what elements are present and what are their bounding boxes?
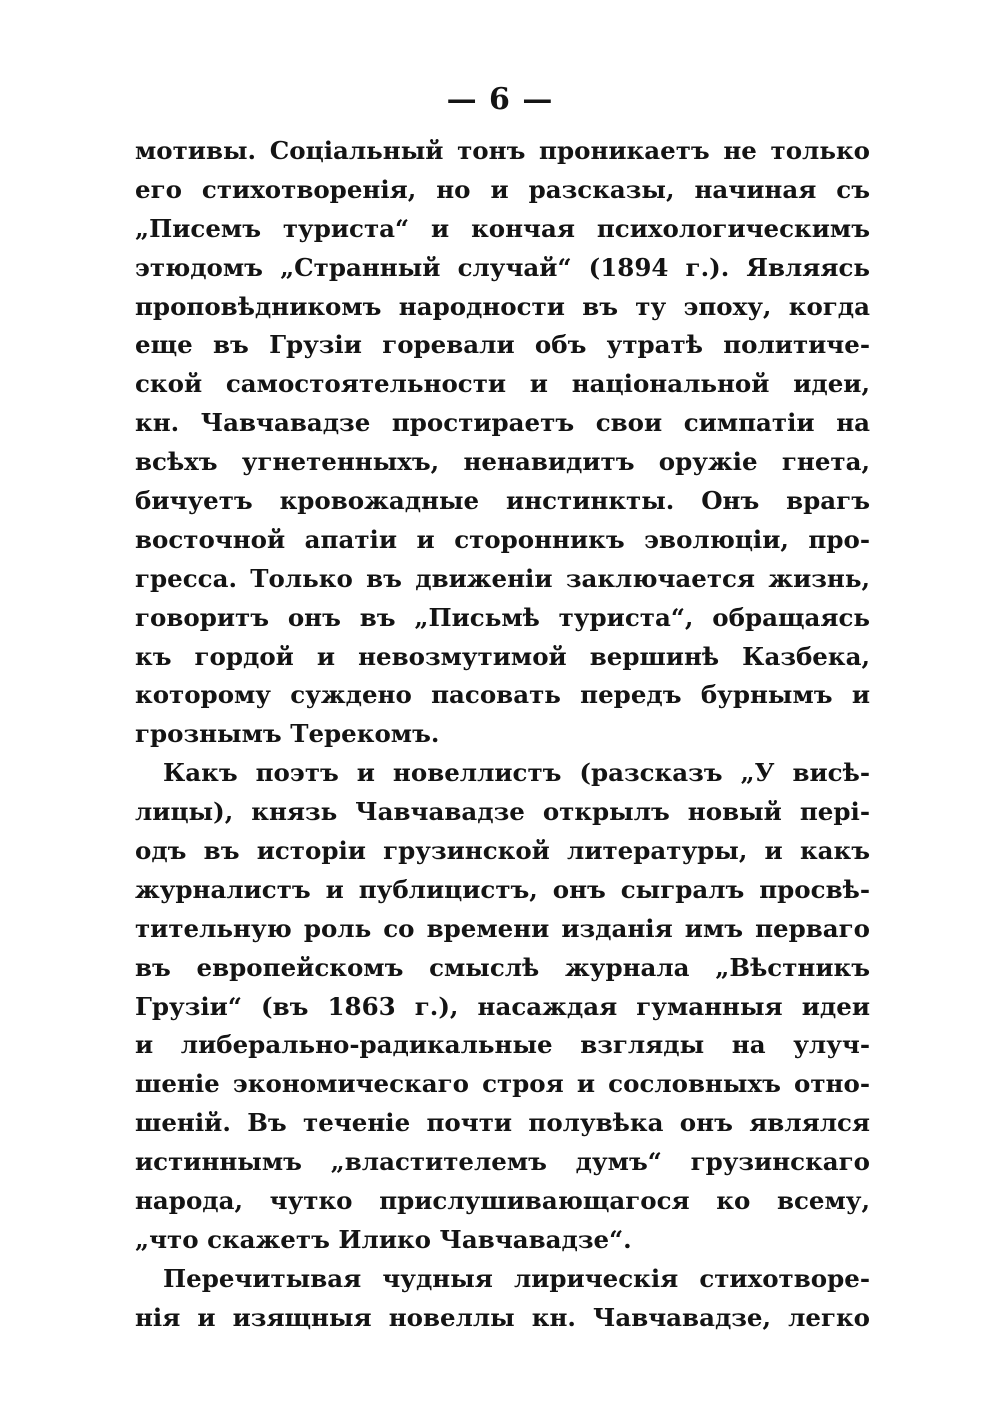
text-line: одъ въ исторіи грузинской литературы, и какъ: [135, 836, 870, 866]
text-line: истиннымъ „властителемъ думъ“ грузинскаго: [135, 1147, 870, 1177]
text-line: въ европейскомъ смыслѣ журнала „Вѣстникъ: [135, 952, 870, 982]
text-line: лицы), князь Чавчавадзе открылъ новый пері-: [135, 797, 870, 827]
text-line: „что скажетъ Илико Чавчавадзе“.: [135, 1224, 632, 1254]
text-line: къ гордой и невозмутимой вершинѣ Казбека,: [135, 641, 870, 671]
text-line: и либерально-радикальные взгляды на улуч-: [135, 1030, 870, 1060]
text-line: гресса. Только въ движеніи заключается жизнь,: [135, 563, 870, 593]
text-line: Грузіи“ (въ 1863 г.), насаждая гуманныя идеи: [135, 991, 870, 1021]
text-line: кн. Чавчавадзе простираетъ свои симпатіи на: [135, 408, 870, 438]
text-line: говоритъ онъ въ „Письмѣ туриста“, обращаясь: [135, 602, 870, 632]
paragraph-3: [135, 1260, 870, 1338]
text-line: шеніе экономическаго строя и сословныхъ отно-: [135, 1069, 870, 1099]
paragraph-1: [135, 132, 870, 754]
text-line: тительную роль со времени изданія имъ перваго: [135, 913, 870, 943]
text-line: проповѣдникомъ народности въ ту эпоху, когда: [135, 291, 870, 321]
text-line: народа, чутко прислушивающагося ко всему,: [135, 1186, 870, 1216]
text-line: журналистъ и публицистъ, онъ сыгралъ просвѣ-: [135, 874, 870, 904]
paragraph-2: [135, 754, 870, 1260]
text-line: нія и изящныя новеллы кн. Чавчавадзе, легко: [135, 1302, 870, 1332]
text-line: Перечитывая чудныя лирическія стихотворе-: [163, 1263, 870, 1293]
text-line: всѣхъ угнетенныхъ, ненавидитъ оружіе гнета,: [135, 447, 870, 477]
text-line: еще въ Грузіи горевали объ утратѣ политиче-: [135, 330, 870, 360]
text-line: мотивы. Соціальный тонъ проникаетъ не только: [135, 136, 870, 165]
text-line: восточной апатіи и сторонникъ эволюціи, про-: [135, 524, 870, 554]
text-line: его стихотворенія, но и разсказы, начиная съ: [135, 174, 870, 204]
text-line: грознымъ Терекомъ.: [135, 719, 440, 749]
text-line: которому суждено пасовать передъ бурнымъ и: [135, 680, 870, 710]
text-line: этюдомъ „Странный случай“ (1894 г.). Являясь: [135, 252, 870, 282]
text-line: ской самостоятельности и національной идеи,: [135, 369, 870, 399]
text-line: „Писемъ туриста“ и кончая психологическимъ: [135, 213, 870, 243]
text-line: шеній. Въ теченіе почти полувѣка онъ являлся: [135, 1108, 870, 1138]
page-number: — 6 —: [446, 82, 554, 117]
text-line: бичуетъ кровожадные инстинкты. Онъ врагъ: [135, 486, 870, 516]
text-line: Какъ поэтъ и новеллистъ (разсказъ „У висѣ-: [163, 758, 870, 788]
body-text: [135, 132, 870, 1338]
